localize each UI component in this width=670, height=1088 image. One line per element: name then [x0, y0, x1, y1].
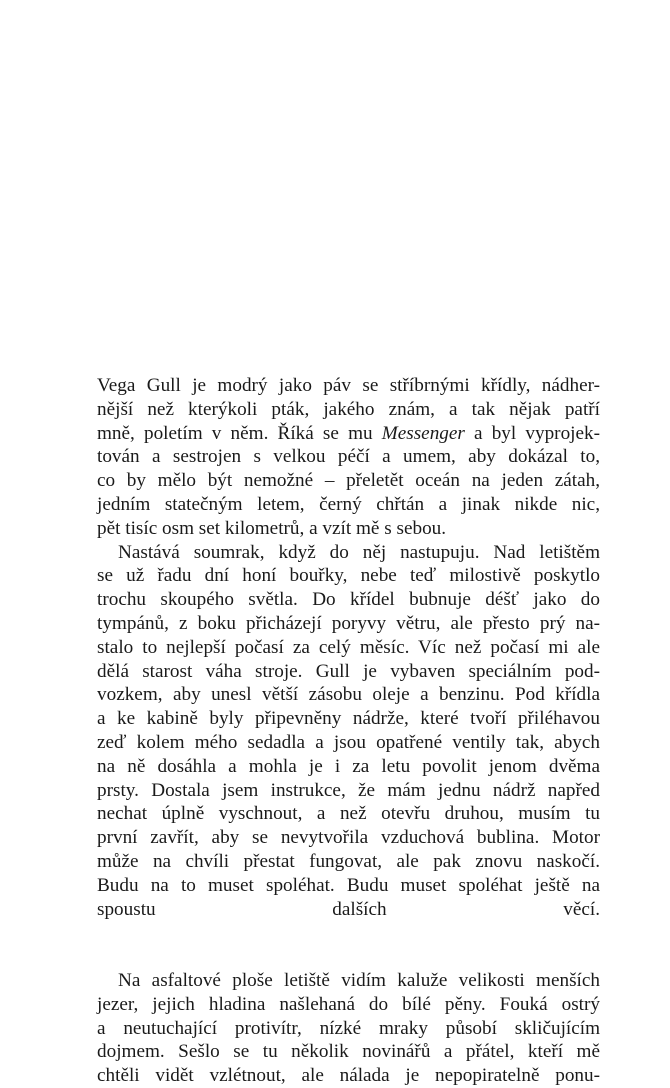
text-line: Vega Gull je modrý jako páv se stříbrnými křídly, nádher- — [97, 375, 600, 396]
italic-title: Messenger — [381, 422, 465, 444]
page-text-block — [97, 374, 600, 1088]
text-line: vozkem, aby unesl větší zásobu oleje a benzinu. Pod křídla — [97, 684, 600, 706]
text-line — [97, 921, 600, 945]
text-line — [97, 945, 600, 969]
text-line: prsty. Dostala jsem instrukce, že mám jednu nádrž napřed — [97, 779, 600, 801]
text-line: dělá starost váha stroje. Gull je vybaven speciálním pod- — [97, 660, 600, 682]
text-line: pět tisíc osm set kilometrů, a vzít mě s sebou. — [97, 517, 447, 539]
text-line: tympánů, z boku přicházejí poryvy větru, ale přesto prý na- — [97, 612, 600, 634]
text-line: Budu na to muset spoléhat. Budu muset spoléhat ještě na — [97, 874, 600, 896]
text-line: chtěli vidět vzlétnout, ale nálada je nepopiratelně ponu- — [97, 1065, 600, 1087]
text-line: a neutuchající protivítr, nízké mraky působí skličujícím — [97, 1017, 600, 1039]
text-line: trochu skoupého světla. Do křídel bubnuje déšť jako do — [97, 589, 600, 611]
text-line: jedním statečným letem, černý chřtán a jinak nikde nic, — [97, 493, 600, 515]
text-line: nechat úplně vyschnout, a než otevřu druhou, musím tu — [97, 803, 600, 825]
text-line: dojmem. Sešlo se tu několik novinářů a přátel, kteří mě — [97, 1041, 600, 1063]
text-line: stalo to nejlepší počasí za celý měsíc. Víc než počasí mi ale — [97, 636, 600, 658]
text-line: spoustu dalších věcí. — [97, 898, 600, 920]
text-line: se už řadu dní honí bouřky, nebe teď milostivě poskytlo — [97, 565, 600, 587]
text-line: a ke kabině byly připevněny nádrže, které tvoří přiléhavou — [97, 708, 600, 730]
text-line: může na chvíli přestat fungovat, ale pak znovu naskočí. — [97, 850, 600, 872]
text-line: na ně dosáhla a mohla je i za letu povolit jenom dvěma — [97, 755, 600, 777]
text-line: jezer, jejich hladina našlehaná do bílé pěny. Fouká ostrý — [97, 993, 600, 1015]
paragraph-2 — [97, 541, 600, 969]
text-line: tován a sestrojen s velkou péčí a umem, aby dokázal to, — [97, 446, 600, 468]
text-line: Na asfaltové ploše letiště vidím kaluže velikosti menších — [118, 969, 600, 991]
text-line: první zavřít, aby se nevytvořila vzduchová bublina. Motor — [97, 827, 600, 849]
paragraph-1 — [97, 374, 600, 541]
paragraph-3 — [97, 969, 600, 1088]
text-line: co by mělo být nemožné – přeletět oceán na jeden zátah, — [97, 470, 600, 492]
text-line: mně, poletím v něm. Říká se mu Messenger a byl vyprojek- — [97, 422, 600, 444]
text-line: Nastává soumrak, když do něj nastupuju. Nad letištěm — [118, 541, 600, 563]
text-line: nější než kterýkoli pták, jakého znám, a tak nějak patří — [97, 398, 600, 420]
text-line: zeď kolem mého sedadla a jsou opatřené ventily tak, abych — [97, 731, 600, 753]
